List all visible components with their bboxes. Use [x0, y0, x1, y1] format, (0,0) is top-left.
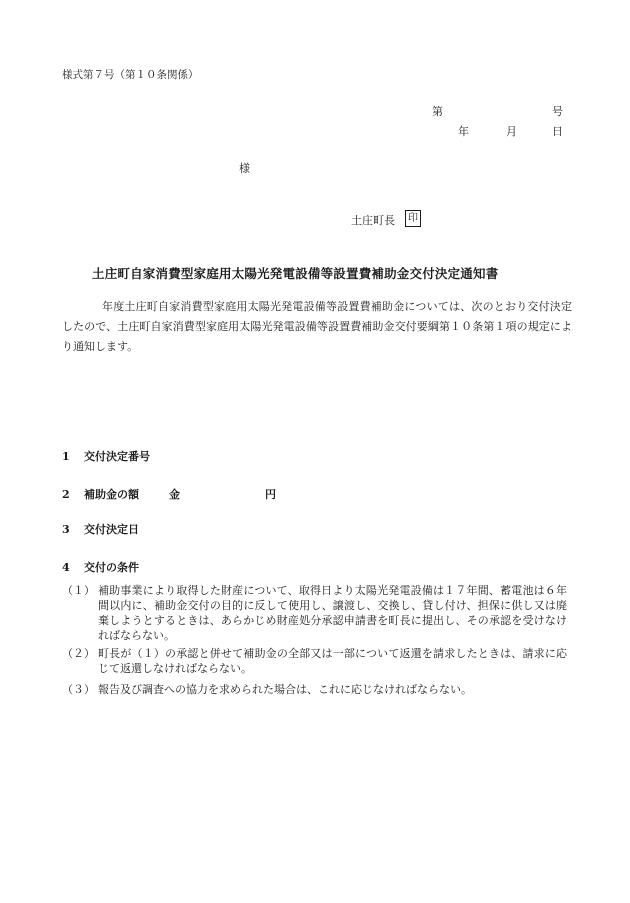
- item-label: 交付決定番号: [84, 450, 150, 463]
- item-label: 交付の条件: [84, 561, 139, 574]
- document-number-suffix: 号: [552, 105, 563, 118]
- item-number: 1: [62, 450, 70, 463]
- amount-kin: 金: [169, 488, 180, 501]
- recipient-honorific: 様: [239, 162, 250, 175]
- form-number: 様式第７号（第１０条関係）: [62, 69, 199, 81]
- condition-text: 町長が（１）の承認と併せて補助金の全部又は一部について返還を請求したときは、請求に応じて返還しなければならない。: [98, 647, 567, 675]
- date-month: 月: [506, 125, 517, 138]
- body-paragraph: 年度土庄町自家消費型家庭用太陽光発電設備等設置費補助金については、次のとおり交付決定したので、土庄町自家消費型家庭用太陽光発電設備等設置費補助金交付要綱第１０条第１項の規定により通知します。: [62, 300, 572, 353]
- document-title: 土庄町自家消費型家庭用太陽光発電設備等設置費補助金交付決定通知書: [92, 266, 499, 281]
- item-conditions: [62, 559, 139, 575]
- item-label: 補助金の額: [84, 488, 139, 501]
- condition-label: （３）: [62, 683, 95, 696]
- document-number-prefix: 第: [432, 105, 443, 118]
- condition-2: [62, 646, 567, 676]
- item-number: 4: [62, 561, 70, 574]
- item-decision-date: [62, 521, 139, 537]
- seal-stamp: 印: [405, 210, 421, 227]
- condition-text: 補助事業により取得した財産について、取得日より太陽光発電設備は１７年間、蓄電池は６年間以内に、補助金交付の目的に反して使用し、譲渡し、交換し、貸し付け、担保に供し又は廃棄しようとするときは、あらかじめ財産処分承認申請書を町長に提出し、その承認を受けなければならない。: [98, 584, 567, 642]
- item-number: 2: [62, 488, 70, 501]
- item-label: 交付決定日: [84, 523, 139, 536]
- condition-label: （１）: [62, 584, 95, 597]
- item-subsidy-amount: [62, 486, 276, 502]
- item-decision-number: [62, 448, 150, 464]
- issuer-name: 土庄町長: [351, 214, 395, 227]
- condition-label: （２）: [62, 647, 95, 660]
- date-year: 年: [458, 125, 469, 138]
- item-number: 3: [62, 523, 70, 536]
- condition-text: 報告及び調査への協力を求められた場合は、これに応じなければならない。: [98, 683, 472, 696]
- amount-yen: 円: [265, 488, 276, 501]
- date-day: 日: [552, 125, 563, 138]
- condition-3: [62, 682, 567, 697]
- condition-1: [62, 583, 567, 643]
